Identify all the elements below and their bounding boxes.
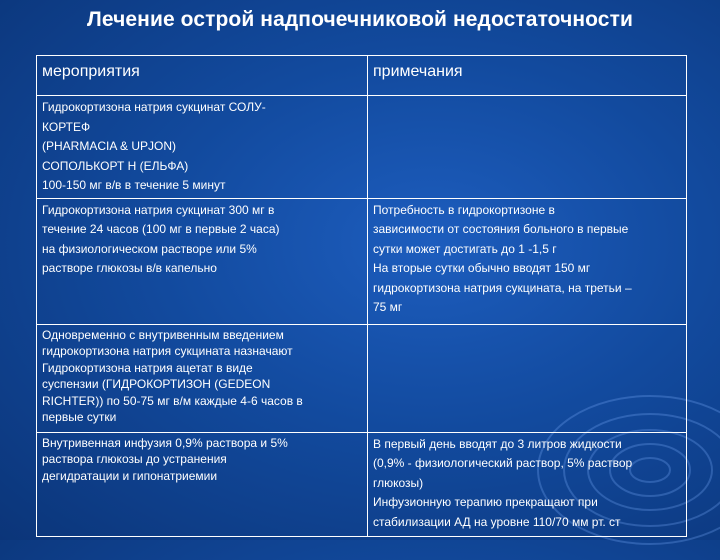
notes-cell [368, 432, 687, 536]
notes-cell [368, 324, 687, 432]
cell-line: растворе глюкозы в/в капельно [42, 261, 217, 275]
measures-cell [37, 432, 368, 536]
cell-line: дегидратации и гипонатриемии [42, 468, 218, 483]
cell-line: RICHTER)) по 50-75 мг в/м каждые 4-6 часов в [42, 393, 303, 408]
table-row [37, 198, 687, 324]
cell-line: гидрокортизона натрия сукцината, на третьи – [373, 280, 632, 295]
cell-line: На вторые сутки обычно вводят 150 мг [373, 261, 591, 275]
cell-line: СОПОЛЬКОРТ Н (ЕЛЬФА) [42, 158, 189, 173]
cell-line: КОРТЕФ [42, 119, 91, 134]
table-row [37, 324, 687, 432]
cell-line: 75 мг [373, 300, 403, 314]
measures-cell [37, 96, 368, 199]
cell-line: раствора глюкозы до устранения [42, 452, 227, 466]
measures-cell [37, 198, 368, 324]
cell-line: Одновременно с внутривенным введением [42, 327, 284, 342]
cell-line: В первый день вводят до 3 литров жидкости [373, 436, 622, 451]
cell-line: Гидрокортизона натрия ацетат в виде [42, 360, 253, 375]
treatment-table [36, 55, 687, 537]
cell-line: зависимости от состояния больного в первые [373, 222, 629, 236]
cell-line: Гидрокортизона натрия сукцинат 300 мг в [42, 202, 275, 217]
cell-line: (PHARMACIA & UPJON) [42, 139, 177, 153]
slide-title: Лечение острой надпочечниковой недостаточности [87, 8, 633, 31]
cell-line: на физиологическом растворе или 5% [42, 241, 257, 256]
notes-cell [368, 198, 687, 324]
column-header-measures: мероприятия [37, 56, 368, 96]
cell-line: первые сутки [42, 410, 117, 424]
measures-cell [37, 324, 368, 432]
cell-line: глюкозы) [373, 475, 424, 490]
cell-line: суспензии (ГИДРОКОРТИЗОН (GEDEON [42, 377, 271, 391]
table-header-row [37, 56, 687, 96]
cell-line: (0,9% - физиологический раствор, 5% раствор [373, 456, 633, 470]
table-row [37, 432, 687, 536]
cell-line: сутки может достигать до 1 -1,5 г [373, 241, 557, 256]
table-row [37, 96, 687, 199]
notes-cell [368, 96, 687, 199]
cell-line: Инфузионную терапию прекращают при [373, 495, 598, 509]
cell-line: течение 24 часов (100 мг в первые 2 часа) [42, 222, 280, 236]
cell-line: Внутривенная инфузия 0,9% раствора и 5% [42, 435, 288, 450]
cell-line: Потребность в гидрокортизоне в [373, 202, 555, 217]
cell-line: стабилизации АД на уровне 110/70 мм рт. ст [373, 514, 621, 529]
cell-line: гидрокортизона натрия сукцината назначают [42, 344, 293, 358]
column-header-notes: примечания [368, 56, 687, 96]
cell-line: Гидрокортизона натрия сукцинат СОЛУ- [42, 100, 266, 114]
cell-line: 100-150 мг в/в в течение 5 минут [42, 178, 226, 192]
